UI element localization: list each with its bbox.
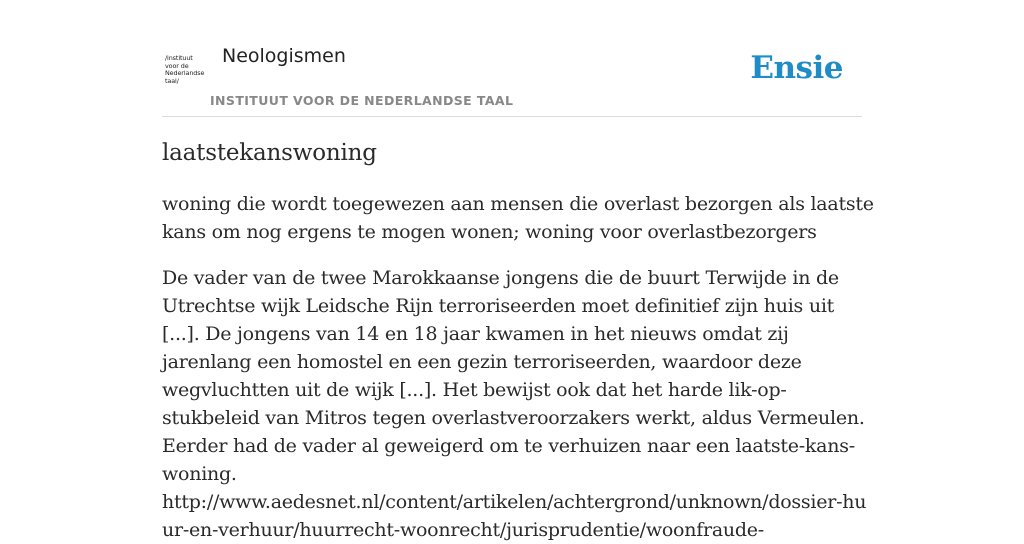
citation-source-link[interactable]: http://www.aedesnet.nl/content/artikelen/achtergrond/unknown/dossier-huur-en-verhuur/huurrecht-woonrecht/jurisprudentie/woonfraude- bbox=[162, 491, 867, 541]
logo-line: Nederlandse bbox=[165, 69, 205, 78]
entry-definition: woning die wordt toegewezen aan mensen die overlast bezorgen als laatste kans om nog ergens te mogen wonen; woning voor overlastbezorgers bbox=[162, 193, 874, 243]
site-title[interactable]: Neologismen bbox=[222, 45, 346, 67]
logo-line: taal/ bbox=[165, 76, 179, 85]
ensie-brand-logo[interactable]: Ensie bbox=[750, 50, 843, 86]
citation-quote: De vader van de twee Marokkaanse jongens die de buurt Terwijde in de Utrechtse wijk Leidsche Rijn terroriseerden moet definitief zijn huis uit [...]. De jongens van 14 en 18 jaar kwamen in het nieuws omdat zij jarenlang een homostel en een gezin terroriseerden, waardoor deze wegvluchtten uit de wijk [...]. Het bewijst ook dat het harde lik-op-stukbeleid van Mitros tegen overlastveroorzakers werkt, aldus Vermeulen. Eerder had de vader al geweigerd om te verhuizen naar een laatste-kans-woning. bbox=[162, 267, 865, 485]
logo-line: voor de bbox=[165, 61, 189, 70]
entry-content bbox=[162, 140, 874, 544]
entry-headword: laatstekanswoning bbox=[162, 140, 377, 166]
ivdnt-logo[interactable] bbox=[165, 55, 209, 91]
site-header bbox=[162, 0, 862, 117]
logo-line: /instituut bbox=[165, 54, 193, 62]
entry-citation bbox=[162, 264, 874, 544]
site-subtitle: INSTITUUT VOOR DE NEDERLANDSE TAAL bbox=[210, 93, 514, 108]
